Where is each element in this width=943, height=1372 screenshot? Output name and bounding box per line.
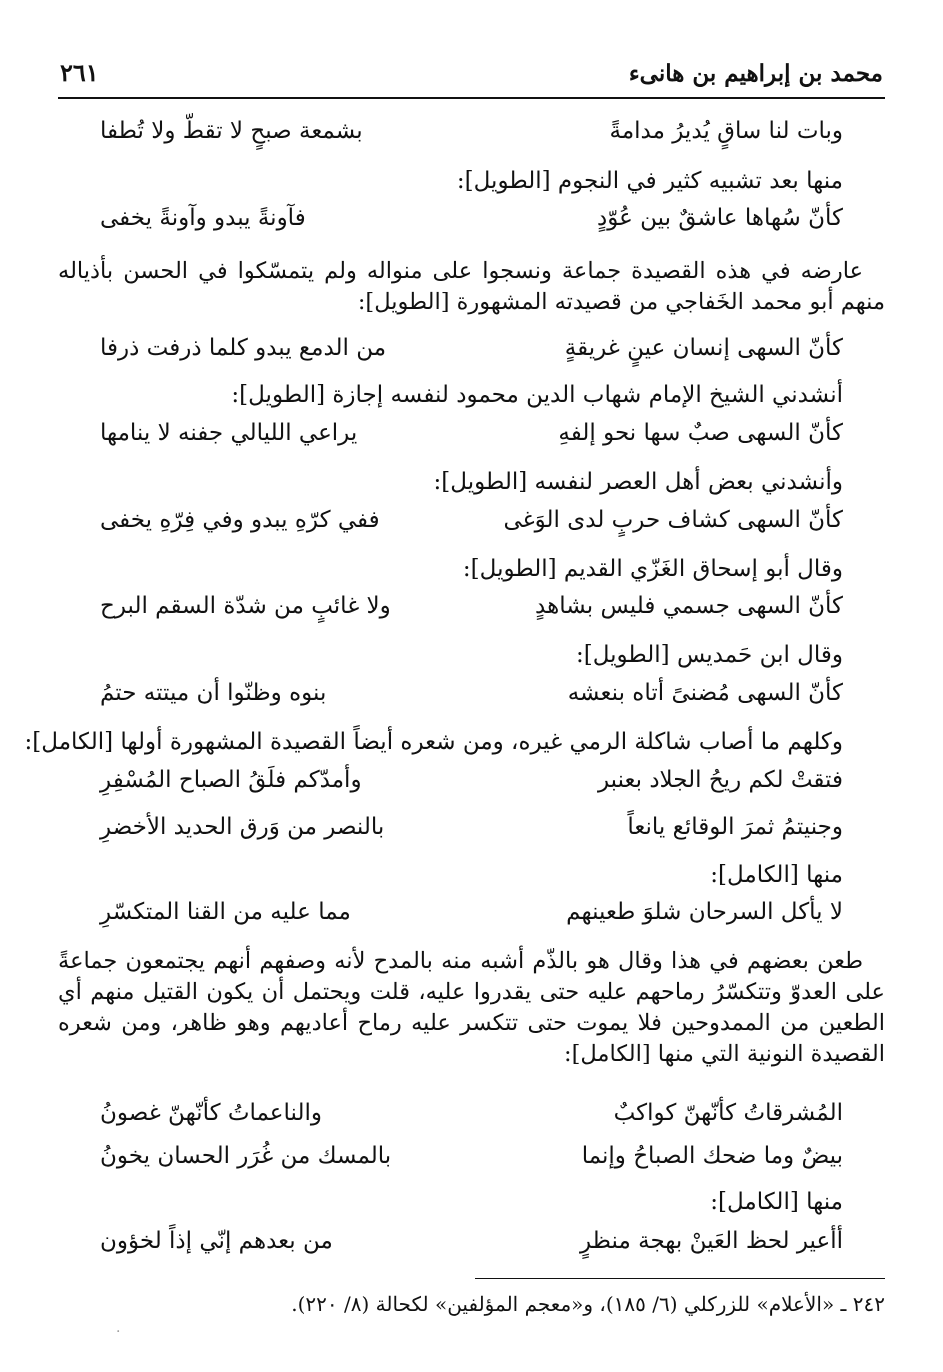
footnote-rule [475,1278,885,1279]
verse-second-hemistich: من بعدهم إنّي إذاً لخؤون [100,1228,333,1254]
prose-line: وقال أبو إسحاق الغَزّي القديم [الطويل]: [462,556,843,582]
verse-first-hemistich: كأنّ سُهاها عاشقٌ بين عُوّدٍ [597,205,843,231]
verse-second-hemistich: يراعي الليالي جفنه لا ينامها [100,420,358,446]
verse-first-hemistich: وبات لنا ساقٍ يُديرُ مدامةً [609,118,843,144]
verse-second-hemistich: بالمسك من غُرَر الحسان يخونُ [100,1143,392,1169]
verse-line [100,507,843,547]
verse-line [100,814,843,854]
scan-speck: · [116,1324,121,1340]
verse-second-hemistich: بشمعة صبحٍ لا تقطّ ولا تُطفا [100,118,363,144]
prose-line: وقال ابن حَمديس [الطويل]: [575,642,843,668]
verse-line [100,420,843,460]
verse-line [100,899,843,939]
page-header [60,52,883,92]
page-number: ٢٦١ [60,58,99,87]
prose-line: أنشدني الشيخ الإمام شهاب الدين محمود لنفسه إجازة [الطويل]: [231,382,843,408]
verse-line [100,335,843,375]
verse-second-hemistich: ولا غائبٍ من شدّة السقم البرح [100,593,391,619]
verse-second-hemistich: فآونةً يبدو وآونةً يخفى [100,205,306,231]
verse-line [100,680,843,720]
verse-line [100,767,843,807]
header-rule [58,97,885,99]
verse-line [100,593,843,633]
verse-first-hemistich: وجنيتمُ ثمرَ الوقائع يانعاً [627,814,843,840]
verse-first-hemistich: كأنّ السهى مُضنىً أتاه بنعشه [567,680,843,706]
paragraph: عارضه في هذه القصيدة جماعة ونسجوا على منواله ولم يتمسّكوا في الحسن بأذياله منهم أبو محمد الخَفاجي من قصيدته المشهورة [الطويل]: [58,258,885,315]
verse-first-hemistich: لا يأكل السرحان شلوَ طعينهم [566,899,843,925]
verse-second-hemistich: والناعماتُ كأنّهنّ غصونُ [100,1100,322,1126]
verse-first-hemistich: كأنّ السهى صبٌ سها نحو إلفهِ [558,420,843,446]
verse-first-hemistich: كأنّ السهى كشاف حربٍ لدى الوَغى [503,507,843,533]
verse-second-hemistich: من الدمع يبدو كلما ذرفت ذرفا [100,335,387,361]
prose-line: وكلهم ما أصاب شاكلة الرمي غيره، ومن شعره أيضاً القصيدة المشهورة أولها [الكامل]: [24,729,843,755]
verse-line [100,1228,843,1268]
prose-line: منها [الكامل]: [710,862,843,888]
verse-first-hemistich: المُشرقاتُ كأنّهنّ كواكبٌ [613,1100,843,1126]
verse-second-hemistich: بنوه وظنّوا أن ميتته حتمُ [100,680,327,706]
verse-first-hemistich: كأنّ السهى إنسان عينٍ غريقةٍ [564,335,843,361]
verse-second-hemistich: بالنصر من وَرق الحديد الأخضرِ [100,814,385,840]
prose-line: وأنشدني بعض أهل العصر لنفسه [الطويل]: [433,469,843,495]
paragraph: طعن بعضهم في هذا وقال هو بالذّم أشبه منه بالمدح لأنه وصفهم أنهم يجتمعون جماعةً على العدوّ وتتكسّرُ رماحهم عليه حتى يقدروا عليه، قلت ويحتمل أن يكون القتيل منهم أي الطعين من الممدوحين فلا يموت حتى تتكسر عليه رماح أعاديهم وهو ظاهر، ومن شعره القصيدة النونية التي منها [الكامل]: [58,948,885,1067]
verse-first-hemistich: بيضٌ وما ضحك الصباحُ وإنما [581,1143,843,1169]
verse-first-hemistich: كأنّ السهى جسمي فليس بشاهدٍ [535,593,843,619]
prose-line: منها [الكامل]: [710,1189,843,1215]
running-title: محمد بن إبراهيم بن هانىء [628,60,883,87]
verse-line [100,1100,843,1140]
verse-first-hemistich: أأعير لحظ العَينْ بهجة منظرٍ [579,1228,843,1254]
footnote: ٢٤٢ ـ «الأعلام» للزركلي (٦/ ١٨٥)، و«معجم المؤلفين» لكحالة (٨/ ٢٢٠). [291,1292,885,1316]
verse-line [100,1143,843,1183]
verse-first-hemistich: فتقتْ لكم ريحُ الجلاد بعنبر [597,767,843,793]
verse-second-hemistich: ففي كرّهِ يبدو وفي فِرّهِ يخفى [100,507,380,533]
verse-second-hemistich: مما عليه من القنا المتكسّرِ [100,899,351,925]
verse-second-hemistich: وأمدّكم فلَقُ الصباح المُسْفِرِ [100,767,362,793]
prose-line: منها بعد تشبيه كثير في النجوم [الطويل]: [456,168,843,194]
verse-line [100,205,843,245]
verse-line [100,118,843,158]
